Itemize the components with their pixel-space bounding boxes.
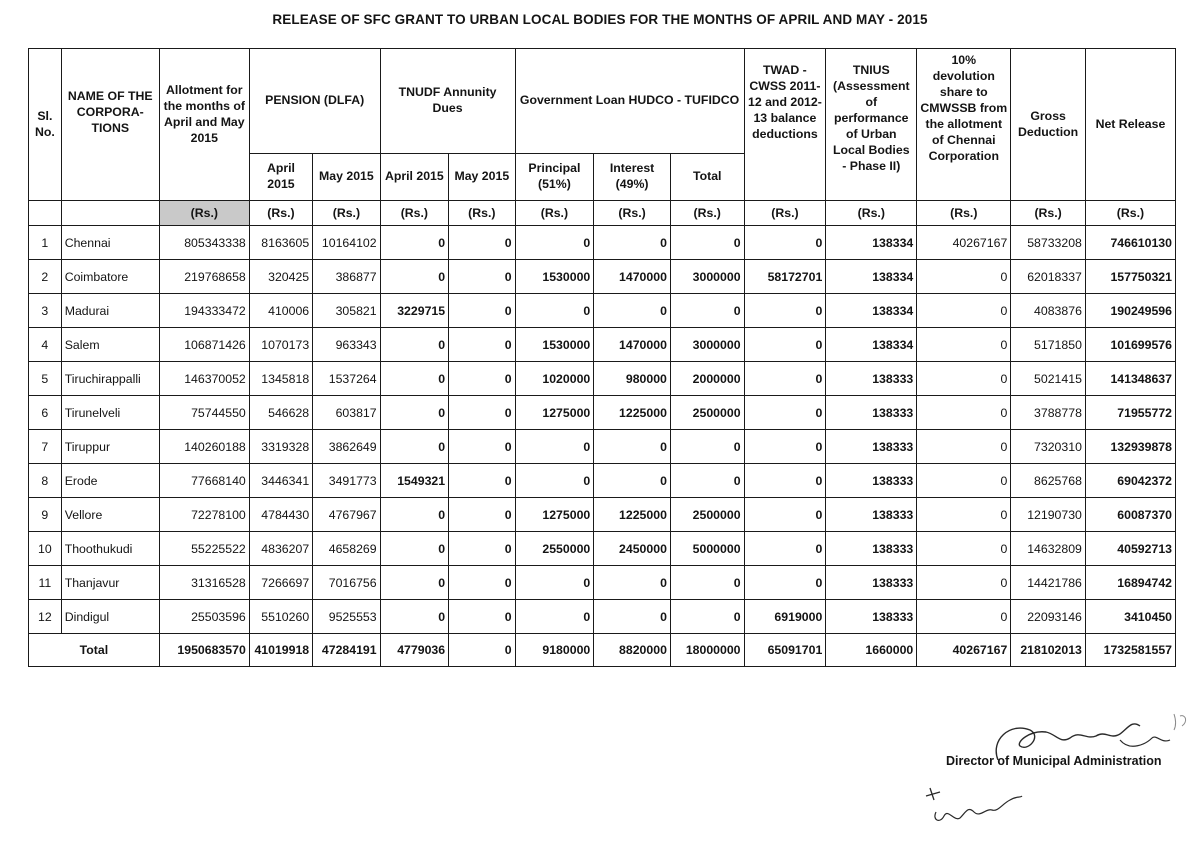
cell-allotment: 25503596	[159, 600, 249, 634]
cell-corporation-name: Erode	[61, 464, 159, 498]
cell-corporation-name: Chennai	[61, 226, 159, 260]
cell-interest: 0	[594, 226, 671, 260]
cell-devolution: 0	[917, 532, 1011, 566]
table-row	[29, 362, 1176, 396]
cell-tnudf-may: 0	[449, 566, 515, 600]
col-header-name: NAME OF THE CORPORA- TIONS	[61, 49, 159, 201]
cell-tnudf-may: 0	[449, 260, 515, 294]
cell-sl-no: 5	[29, 362, 62, 396]
cell-tnius: 138333	[826, 498, 917, 532]
cell-corporation-name: Thoothukudi	[61, 532, 159, 566]
cell-sl-no: 10	[29, 532, 62, 566]
cell-corporation-name: Vellore	[61, 498, 159, 532]
cell-sl-no: 6	[29, 396, 62, 430]
table-row	[29, 498, 1176, 532]
cell-pension-may: 10164102	[313, 226, 380, 260]
cell-loan-total: 2500000	[670, 396, 744, 430]
total-allotment: 1950683570	[159, 634, 249, 667]
cell-principal: 0	[515, 464, 594, 498]
cell-allotment: 219768658	[159, 260, 249, 294]
cell-net-release: 40592713	[1085, 532, 1175, 566]
cell-tnius: 138333	[826, 566, 917, 600]
cell-pension-may: 3491773	[313, 464, 380, 498]
cell-allotment: 75744550	[159, 396, 249, 430]
cell-net-release: 69042372	[1085, 464, 1175, 498]
cell-tnudf-april: 0	[380, 430, 448, 464]
cell-sl-no: 4	[29, 328, 62, 362]
cell-pension-april: 320425	[249, 260, 312, 294]
cell-principal: 1020000	[515, 362, 594, 396]
unit-cell: (Rs.)	[594, 201, 671, 226]
cell-twad: 0	[744, 294, 826, 328]
cell-tnius: 138333	[826, 464, 917, 498]
cell-principal: 1275000	[515, 498, 594, 532]
cell-tnudf-april: 3229715	[380, 294, 448, 328]
cell-loan-total: 5000000	[670, 532, 744, 566]
cell-tnudf-may: 0	[449, 226, 515, 260]
cell-allotment: 146370052	[159, 362, 249, 396]
cell-tnudf-may: 0	[449, 464, 515, 498]
cell-interest: 980000	[594, 362, 671, 396]
cell-allotment: 140260188	[159, 430, 249, 464]
unit-cell: (Rs.)	[449, 201, 515, 226]
cell-pension-may: 4658269	[313, 532, 380, 566]
cell-tnudf-april: 1549321	[380, 464, 448, 498]
cell-tnius: 138333	[826, 430, 917, 464]
cell-tnudf-may: 0	[449, 328, 515, 362]
cell-interest: 1470000	[594, 328, 671, 362]
cell-gross-deduction: 3788778	[1011, 396, 1086, 430]
cell-devolution: 0	[917, 396, 1011, 430]
cell-interest: 0	[594, 294, 671, 328]
cell-twad: 0	[744, 532, 826, 566]
unit-cell: (Rs.)	[515, 201, 594, 226]
cell-tnudf-may: 0	[449, 362, 515, 396]
cell-twad: 0	[744, 362, 826, 396]
table-row	[29, 464, 1176, 498]
total-pension-may: 47284191	[313, 634, 380, 667]
cell-devolution: 0	[917, 294, 1011, 328]
table-row	[29, 260, 1176, 294]
total-principal: 9180000	[515, 634, 594, 667]
col-header-loan-total: Total	[670, 154, 744, 201]
cell-principal: 1530000	[515, 260, 594, 294]
cell-net-release: 101699576	[1085, 328, 1175, 362]
unit-cell: (Rs.)	[744, 201, 826, 226]
total-label: Total	[29, 634, 160, 667]
cell-pension-april: 8163605	[249, 226, 312, 260]
col-header-twad: TWAD - CWSS 2011-12 and 2012-13 balance deductions	[744, 49, 826, 201]
cell-devolution: 0	[917, 362, 1011, 396]
cell-gross-deduction: 7320310	[1011, 430, 1086, 464]
cell-principal: 1275000	[515, 396, 594, 430]
total-tnudf-april: 4779036	[380, 634, 448, 667]
cell-allotment: 72278100	[159, 498, 249, 532]
cell-loan-total: 3000000	[670, 260, 744, 294]
cell-tnudf-april: 0	[380, 532, 448, 566]
col-header-pension-april: April 2015	[249, 154, 312, 201]
cell-pension-april: 3446341	[249, 464, 312, 498]
cell-interest: 1225000	[594, 396, 671, 430]
cell-net-release: 157750321	[1085, 260, 1175, 294]
col-header-net: Net Release	[1085, 49, 1175, 201]
cell-sl-no: 1	[29, 226, 62, 260]
col-header-tnudf: TNUDF Annunity Dues	[380, 49, 515, 154]
grant-release-table	[28, 48, 1176, 667]
cell-pension-april: 546628	[249, 396, 312, 430]
cell-tnudf-april: 0	[380, 498, 448, 532]
cell-gross-deduction: 8625768	[1011, 464, 1086, 498]
cell-principal: 0	[515, 566, 594, 600]
cell-net-release: 16894742	[1085, 566, 1175, 600]
unit-cell: (Rs.)	[313, 201, 380, 226]
cell-devolution: 0	[917, 498, 1011, 532]
cell-pension-may: 9525553	[313, 600, 380, 634]
total-devolution: 40267167	[917, 634, 1011, 667]
cell-net-release: 746610130	[1085, 226, 1175, 260]
cell-corporation-name: Tiruppur	[61, 430, 159, 464]
cell-corporation-name: Dindigul	[61, 600, 159, 634]
cell-devolution: 0	[917, 260, 1011, 294]
total-row	[29, 634, 1176, 667]
cell-tnudf-may: 0	[449, 294, 515, 328]
cell-tnudf-april: 0	[380, 226, 448, 260]
cell-tnudf-may: 0	[449, 430, 515, 464]
cell-loan-total: 0	[670, 464, 744, 498]
signature-block	[870, 700, 1200, 846]
unit-cell-empty	[29, 201, 62, 226]
cell-allotment: 55225522	[159, 532, 249, 566]
unit-row	[29, 201, 1176, 226]
col-header-devolution: 10% devolution share to CMWSSB from the allotment of Chennai Corporation	[917, 49, 1011, 201]
cell-sl-no: 9	[29, 498, 62, 532]
cell-corporation-name: Salem	[61, 328, 159, 362]
col-header-pension: PENSION (DLFA)	[249, 49, 380, 154]
cell-gross-deduction: 12190730	[1011, 498, 1086, 532]
cell-net-release: 190249596	[1085, 294, 1175, 328]
cell-net-release: 71955772	[1085, 396, 1175, 430]
cell-pension-may: 1537264	[313, 362, 380, 396]
cell-loan-total: 0	[670, 600, 744, 634]
unit-cell: (Rs.)	[380, 201, 448, 226]
cell-principal: 0	[515, 294, 594, 328]
col-header-interest: Interest (49%)	[594, 154, 671, 201]
col-header-tnius: TNIUS (Assessment of performance of Urban Local Bodies - Phase II)	[826, 49, 917, 201]
cell-loan-total: 2500000	[670, 498, 744, 532]
total-gross-deduction: 218102013	[1011, 634, 1086, 667]
cell-gross-deduction: 4083876	[1011, 294, 1086, 328]
cell-interest: 2450000	[594, 532, 671, 566]
cell-devolution: 0	[917, 464, 1011, 498]
cell-pension-may: 3862649	[313, 430, 380, 464]
cell-allotment: 31316528	[159, 566, 249, 600]
cell-devolution: 0	[917, 566, 1011, 600]
table-row	[29, 600, 1176, 634]
cell-tnudf-april: 0	[380, 328, 448, 362]
cell-loan-total: 2000000	[670, 362, 744, 396]
col-header-sl-no: Sl. No.	[29, 49, 62, 201]
cell-devolution: 0	[917, 430, 1011, 464]
cell-corporation-name: Madurai	[61, 294, 159, 328]
table-row	[29, 226, 1176, 260]
cell-tnius: 138334	[826, 294, 917, 328]
cell-tnudf-april: 0	[380, 362, 448, 396]
col-header-govt-loan: Government Loan HUDCO - TUFIDCO	[515, 49, 744, 154]
cell-tnius: 138334	[826, 226, 917, 260]
cell-gross-deduction: 5021415	[1011, 362, 1086, 396]
total-tnius: 1660000	[826, 634, 917, 667]
cell-tnudf-may: 0	[449, 498, 515, 532]
cell-interest: 0	[594, 566, 671, 600]
col-header-pension-may: May 2015	[313, 154, 380, 201]
cell-tnius: 138334	[826, 260, 917, 294]
cell-twad: 0	[744, 430, 826, 464]
cell-tnudf-april: 0	[380, 566, 448, 600]
cell-tnudf-may: 0	[449, 532, 515, 566]
cell-devolution: 40267167	[917, 226, 1011, 260]
cell-tnius: 138333	[826, 396, 917, 430]
col-header-gross: Gross Deduction	[1011, 49, 1086, 201]
cell-corporation-name: Thanjavur	[61, 566, 159, 600]
cell-gross-deduction: 22093146	[1011, 600, 1086, 634]
cell-interest: 1470000	[594, 260, 671, 294]
cell-principal: 0	[515, 430, 594, 464]
total-pension-april: 41019918	[249, 634, 312, 667]
col-header-allotment: Allotment for the months of April and May 2015	[159, 49, 249, 201]
total-loan-total: 18000000	[670, 634, 744, 667]
cell-sl-no: 3	[29, 294, 62, 328]
cell-pension-april: 4784430	[249, 498, 312, 532]
cell-sl-no: 7	[29, 430, 62, 464]
cell-twad: 0	[744, 396, 826, 430]
unit-cell: (Rs.)	[1011, 201, 1086, 226]
cell-sl-no: 2	[29, 260, 62, 294]
cell-pension-may: 603817	[313, 396, 380, 430]
unit-cell: (Rs.)	[917, 201, 1011, 226]
table-row	[29, 566, 1176, 600]
cell-principal: 0	[515, 600, 594, 634]
cell-net-release: 60087370	[1085, 498, 1175, 532]
cell-allotment: 194333472	[159, 294, 249, 328]
cell-gross-deduction: 14421786	[1011, 566, 1086, 600]
cell-gross-deduction: 14632809	[1011, 532, 1086, 566]
cell-pension-april: 7266697	[249, 566, 312, 600]
cell-sl-no: 11	[29, 566, 62, 600]
cell-interest: 0	[594, 600, 671, 634]
cell-tnius: 138333	[826, 362, 917, 396]
cell-gross-deduction: 58733208	[1011, 226, 1086, 260]
cell-loan-total: 3000000	[670, 328, 744, 362]
cell-tnudf-may: 0	[449, 396, 515, 430]
total-twad: 65091701	[744, 634, 826, 667]
cell-net-release: 3410450	[1085, 600, 1175, 634]
unit-cell: (Rs.)	[1085, 201, 1175, 226]
cell-tnudf-april: 0	[380, 600, 448, 634]
total-interest: 8820000	[594, 634, 671, 667]
cell-pension-may: 305821	[313, 294, 380, 328]
cell-devolution: 0	[917, 600, 1011, 634]
signatory-title: Director of Municipal Administration	[946, 754, 1162, 768]
col-header-principal: Principal (51%)	[515, 154, 594, 201]
cell-gross-deduction: 5171850	[1011, 328, 1086, 362]
cell-tnius: 138333	[826, 532, 917, 566]
unit-cell-empty	[61, 201, 159, 226]
cell-twad: 6919000	[744, 600, 826, 634]
total-net-release: 1732581557	[1085, 634, 1175, 667]
header-row-main	[29, 49, 1176, 154]
handwritten-signature	[870, 700, 1200, 846]
cell-pension-april: 4836207	[249, 532, 312, 566]
cell-pension-april: 5510260	[249, 600, 312, 634]
table-body	[29, 201, 1176, 667]
cell-loan-total: 0	[670, 430, 744, 464]
unit-cell: (Rs.)	[159, 201, 249, 226]
cell-twad: 0	[744, 464, 826, 498]
total-tnudf-may: 0	[449, 634, 515, 667]
unit-cell: (Rs.)	[826, 201, 917, 226]
cell-devolution: 0	[917, 328, 1011, 362]
cell-tnudf-april: 0	[380, 260, 448, 294]
cell-interest: 0	[594, 430, 671, 464]
cell-net-release: 132939878	[1085, 430, 1175, 464]
cell-sl-no: 8	[29, 464, 62, 498]
cell-twad: 0	[744, 498, 826, 532]
cell-pension-april: 3319328	[249, 430, 312, 464]
cell-corporation-name: Tiruchirappalli	[61, 362, 159, 396]
unit-cell: (Rs.)	[249, 201, 312, 226]
unit-cell: (Rs.)	[670, 201, 744, 226]
table-row	[29, 532, 1176, 566]
cell-principal: 2550000	[515, 532, 594, 566]
table-row	[29, 396, 1176, 430]
cell-pension-may: 4767967	[313, 498, 380, 532]
table-row	[29, 430, 1176, 464]
cell-twad: 0	[744, 226, 826, 260]
cell-pension-may: 7016756	[313, 566, 380, 600]
cell-tnudf-april: 0	[380, 396, 448, 430]
cell-corporation-name: Tirunelveli	[61, 396, 159, 430]
cell-twad: 0	[744, 328, 826, 362]
col-header-tnudf-april: April 2015	[380, 154, 448, 201]
cell-loan-total: 0	[670, 226, 744, 260]
cell-pension-may: 386877	[313, 260, 380, 294]
cell-tnudf-may: 0	[449, 600, 515, 634]
cell-twad: 58172701	[744, 260, 826, 294]
cell-interest: 0	[594, 464, 671, 498]
table-row	[29, 328, 1176, 362]
cell-loan-total: 0	[670, 294, 744, 328]
cell-pension-may: 963343	[313, 328, 380, 362]
cell-allotment: 77668140	[159, 464, 249, 498]
cell-interest: 1225000	[594, 498, 671, 532]
cell-tnius: 138333	[826, 600, 917, 634]
cell-allotment: 106871426	[159, 328, 249, 362]
cell-principal: 0	[515, 226, 594, 260]
cell-principal: 1530000	[515, 328, 594, 362]
cell-pension-april: 1070173	[249, 328, 312, 362]
document-title: RELEASE OF SFC GRANT TO URBAN LOCAL BODIES FOR THE MONTHS OF APRIL AND MAY - 2015	[272, 12, 928, 27]
table-row	[29, 294, 1176, 328]
cell-loan-total: 0	[670, 566, 744, 600]
cell-sl-no: 12	[29, 600, 62, 634]
cell-corporation-name: Coimbatore	[61, 260, 159, 294]
cell-twad: 0	[744, 566, 826, 600]
col-header-tnudf-may: May 2015	[449, 154, 515, 201]
cell-pension-april: 1345818	[249, 362, 312, 396]
cell-tnius: 138334	[826, 328, 917, 362]
cell-net-release: 141348637	[1085, 362, 1175, 396]
cell-allotment: 805343338	[159, 226, 249, 260]
cell-gross-deduction: 62018337	[1011, 260, 1086, 294]
cell-pension-april: 410006	[249, 294, 312, 328]
